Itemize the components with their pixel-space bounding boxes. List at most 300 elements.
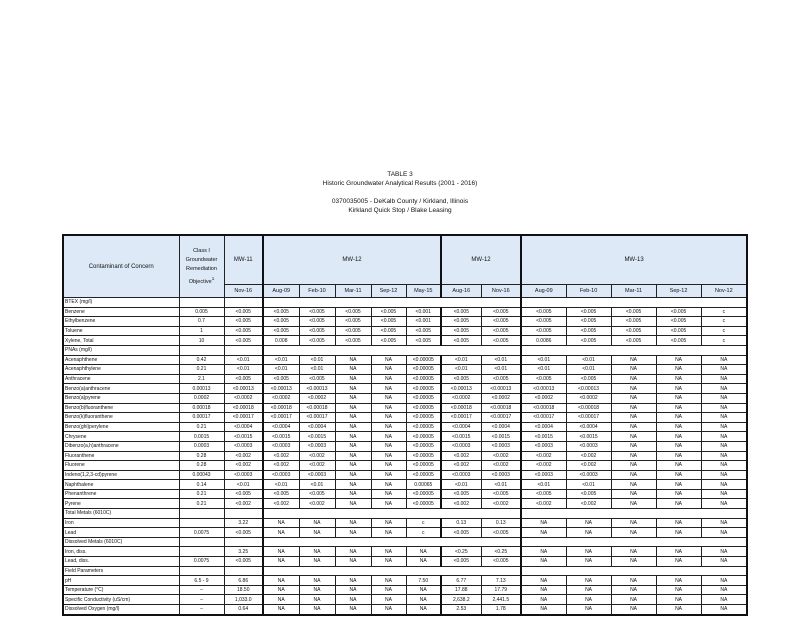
section-header-row bbox=[63, 566, 747, 576]
result-value: <0.0002 bbox=[521, 393, 566, 403]
contaminant-header: Contaminant of Concern bbox=[63, 235, 179, 298]
result-value: NA bbox=[263, 595, 299, 605]
result-value: NA bbox=[371, 585, 406, 595]
result-value: <0.00005 bbox=[406, 403, 441, 413]
result-value: NA bbox=[701, 451, 747, 461]
table-row bbox=[63, 557, 747, 567]
result-value: NA bbox=[406, 547, 441, 557]
result-value: NA bbox=[335, 403, 371, 413]
objective-value: 0.7 bbox=[179, 317, 224, 327]
result-value: <0.005 bbox=[299, 307, 335, 317]
result-value: NA bbox=[611, 499, 656, 509]
contaminant-name: Anthracene bbox=[63, 374, 179, 384]
result-value: <0.005 bbox=[441, 557, 481, 567]
contaminant-name: Acenaphthene bbox=[63, 355, 179, 365]
result-value: NA bbox=[299, 528, 335, 538]
result-value: <0.01 bbox=[481, 365, 521, 375]
result-value: <0.00017 bbox=[441, 413, 481, 423]
result-value: NA bbox=[335, 585, 371, 595]
result-value: NA bbox=[335, 432, 371, 442]
result-value: NA bbox=[701, 432, 747, 442]
sample-date-header: Sep-12 bbox=[371, 285, 406, 298]
result-value: <0.002 bbox=[441, 451, 481, 461]
result-value: <0.0003 bbox=[224, 470, 263, 480]
table-row bbox=[63, 403, 747, 413]
result-value: NA bbox=[335, 422, 371, 432]
result-value: <0.00005 bbox=[406, 355, 441, 365]
result-value: <0.00005 bbox=[406, 422, 441, 432]
result-value: NA bbox=[656, 576, 701, 586]
result-value: NA bbox=[566, 605, 611, 615]
sample-date-header: May-15 bbox=[406, 285, 441, 298]
result-value: NA bbox=[701, 422, 747, 432]
result-value: NA bbox=[701, 461, 747, 471]
result-value: NA bbox=[406, 605, 441, 615]
contaminant-name: Pyrene bbox=[63, 499, 179, 509]
contaminant-name: Indeno(1,2,3-cd)pyrene bbox=[63, 470, 179, 480]
section-title: BTEX (mg/l) bbox=[63, 298, 179, 308]
document-titles bbox=[0, 170, 800, 215]
table-row bbox=[63, 317, 747, 327]
result-value: <0.002 bbox=[521, 499, 566, 509]
result-value: NA bbox=[656, 422, 701, 432]
result-value: <0.01 bbox=[481, 480, 521, 490]
table-row bbox=[63, 326, 747, 336]
result-value: <0.005 bbox=[481, 307, 521, 317]
contaminant-name: Lead, diss. bbox=[63, 557, 179, 567]
contaminant-name: Ethylbenzene bbox=[63, 317, 179, 327]
result-value: NA bbox=[611, 528, 656, 538]
objective-value: 10 bbox=[179, 336, 224, 346]
objective-value: 0.00043 bbox=[179, 470, 224, 480]
result-value: <0.01 bbox=[521, 355, 566, 365]
result-value: <0.01 bbox=[263, 365, 299, 375]
result-value: NA bbox=[566, 557, 611, 567]
result-value: <0.002 bbox=[299, 499, 335, 509]
result-value: NA bbox=[566, 595, 611, 605]
result-value: NA bbox=[701, 480, 747, 490]
result-value: <0.00018 bbox=[481, 403, 521, 413]
table-row bbox=[63, 374, 747, 384]
result-value: NA bbox=[335, 605, 371, 615]
contaminant-name: Benzo(a)anthracene bbox=[63, 384, 179, 394]
result-value: NA bbox=[566, 518, 611, 528]
sample-date-header: Aug-09 bbox=[521, 285, 566, 298]
result-value: <0.005 bbox=[406, 326, 441, 336]
result-value: <0.005 bbox=[224, 317, 263, 327]
result-value: <0.005 bbox=[371, 317, 406, 327]
well-header: MW-12 bbox=[263, 235, 441, 285]
result-value: NA bbox=[611, 576, 656, 586]
result-value: <0.00017 bbox=[566, 413, 611, 423]
result-value: <0.002 bbox=[521, 451, 566, 461]
sample-date-header: Nov-16 bbox=[224, 285, 263, 298]
result-value: NA bbox=[656, 518, 701, 528]
objective-value: 0.0003 bbox=[179, 441, 224, 451]
sample-date-header: Nov-12 bbox=[701, 285, 747, 298]
result-value: NA bbox=[299, 518, 335, 528]
result-value: NA bbox=[701, 518, 747, 528]
result-value: <0.005 bbox=[441, 489, 481, 499]
empty-cell bbox=[179, 537, 224, 547]
contaminant-name: Xylene, Total bbox=[63, 336, 179, 346]
result-value: <0.0003 bbox=[521, 441, 566, 451]
result-value: <0.0002 bbox=[441, 393, 481, 403]
objective-value: 0.00013 bbox=[179, 384, 224, 394]
result-value: <0.005 bbox=[481, 528, 521, 538]
result-value: <0.25 bbox=[441, 547, 481, 557]
result-value: NA bbox=[701, 489, 747, 499]
objective-value bbox=[179, 547, 224, 557]
empty-cell bbox=[521, 566, 747, 576]
result-value: NA bbox=[701, 499, 747, 509]
result-value: <0.00018 bbox=[299, 403, 335, 413]
header-row-wells bbox=[63, 235, 747, 285]
result-value: <0.00018 bbox=[566, 403, 611, 413]
result-value: 6.86 bbox=[224, 576, 263, 586]
objective-value: 0.28 bbox=[179, 461, 224, 471]
table-row bbox=[63, 499, 747, 509]
result-value: NA bbox=[611, 585, 656, 595]
objective-header-line: Class I bbox=[193, 247, 210, 254]
contaminant-name: Dissolved Oxygen (mg/l) bbox=[63, 605, 179, 615]
result-value: NA bbox=[371, 422, 406, 432]
result-value: NA bbox=[335, 576, 371, 586]
sample-date-header: Mar-11 bbox=[611, 285, 656, 298]
contaminant-name: Benzo(b)fluoranthene bbox=[63, 403, 179, 413]
result-value: <0.005 bbox=[299, 374, 335, 384]
result-value: <0.005 bbox=[656, 326, 701, 336]
result-value: <0.005 bbox=[521, 489, 566, 499]
result-value: <0.00013 bbox=[299, 384, 335, 394]
contaminant-name: Iron bbox=[63, 518, 179, 528]
result-value: NA bbox=[566, 576, 611, 586]
results-table bbox=[62, 234, 748, 616]
result-value: NA bbox=[299, 557, 335, 567]
result-value: <0.005 bbox=[335, 336, 371, 346]
result-value: <0.001 bbox=[406, 307, 441, 317]
result-value: c bbox=[701, 317, 747, 327]
result-value: NA bbox=[656, 528, 701, 538]
result-value: NA bbox=[335, 595, 371, 605]
result-value: NA bbox=[701, 441, 747, 451]
result-value: NA bbox=[371, 374, 406, 384]
result-value: <0.005 bbox=[611, 317, 656, 327]
result-value: <0.00013 bbox=[441, 384, 481, 394]
result-value: <0.00017 bbox=[224, 413, 263, 423]
contaminant-name: Lead bbox=[63, 528, 179, 538]
table-number: TABLE 3 bbox=[387, 171, 413, 178]
result-value: NA bbox=[371, 595, 406, 605]
contaminant-name: Benzene bbox=[63, 307, 179, 317]
section-title: Dissolved Metals (6010C) bbox=[63, 537, 179, 547]
objective-value: 0.21 bbox=[179, 499, 224, 509]
result-value: NA bbox=[656, 365, 701, 375]
table-row bbox=[63, 480, 747, 490]
result-value: NA bbox=[371, 576, 406, 586]
result-value: <0.002 bbox=[263, 461, 299, 471]
result-value: NA bbox=[701, 547, 747, 557]
result-value: NA bbox=[335, 518, 371, 528]
objective-value: 6.5 - 9 bbox=[179, 576, 224, 586]
result-value: <0.0003 bbox=[481, 470, 521, 480]
well-header: MW-12 bbox=[441, 235, 521, 285]
result-value: <0.002 bbox=[521, 461, 566, 471]
contaminant-name: Temperature (°C) bbox=[63, 585, 179, 595]
empty-cell bbox=[521, 509, 747, 519]
result-value: NA bbox=[611, 557, 656, 567]
result-value: 0.008 bbox=[263, 336, 299, 346]
result-value: NA bbox=[371, 384, 406, 394]
result-value: <0.00013 bbox=[521, 384, 566, 394]
contaminant-name: Iron, diss. bbox=[63, 547, 179, 557]
result-value: <0.00017 bbox=[481, 413, 521, 423]
sample-date-header: Feb-10 bbox=[566, 285, 611, 298]
table-row bbox=[63, 365, 747, 375]
sample-date-header: Nov-16 bbox=[481, 285, 521, 298]
result-value: <0.0003 bbox=[299, 470, 335, 480]
result-value: NA bbox=[521, 518, 566, 528]
table-row bbox=[63, 355, 747, 365]
result-value: <0.00013 bbox=[263, 384, 299, 394]
objective-value: 0.21 bbox=[179, 489, 224, 499]
result-value: NA bbox=[611, 480, 656, 490]
result-value: NA bbox=[263, 585, 299, 595]
empty-cell bbox=[263, 509, 521, 519]
empty-cell bbox=[224, 345, 263, 355]
result-value: <0.01 bbox=[224, 355, 263, 365]
result-value: <0.0004 bbox=[566, 422, 611, 432]
facility-name: Kirkland Quick Stop / Blake Leasing bbox=[348, 207, 452, 214]
result-value: <0.00005 bbox=[406, 384, 441, 394]
result-value: NA bbox=[701, 528, 747, 538]
result-value: 7.50 bbox=[406, 576, 441, 586]
result-value: 0.00065 bbox=[406, 480, 441, 490]
result-value: NA bbox=[371, 355, 406, 365]
objective-value: 0.28 bbox=[179, 451, 224, 461]
result-value: 6.77 bbox=[441, 576, 481, 586]
empty-cell bbox=[224, 537, 263, 547]
section-header-row bbox=[63, 537, 747, 547]
result-value: <0.005 bbox=[335, 307, 371, 317]
result-value: NA bbox=[656, 403, 701, 413]
empty-cell bbox=[521, 345, 747, 355]
result-value: <0.0002 bbox=[299, 393, 335, 403]
result-value: <0.01 bbox=[299, 355, 335, 365]
result-value: <0.0003 bbox=[566, 441, 611, 451]
result-value: NA bbox=[299, 585, 335, 595]
result-value: NA bbox=[701, 384, 747, 394]
result-value: 0.13 bbox=[481, 518, 521, 528]
result-value: NA bbox=[656, 480, 701, 490]
objective-value: 2.1 bbox=[179, 374, 224, 384]
result-value: <0.0003 bbox=[481, 441, 521, 451]
section-header-row bbox=[63, 345, 747, 355]
result-value: <0.005 bbox=[521, 317, 566, 327]
result-value: NA bbox=[299, 547, 335, 557]
result-value: <0.002 bbox=[481, 461, 521, 471]
result-value: NA bbox=[701, 470, 747, 480]
empty-cell bbox=[224, 566, 263, 576]
result-value: NA bbox=[335, 355, 371, 365]
result-value: <0.01 bbox=[299, 480, 335, 490]
result-value: <0.002 bbox=[441, 499, 481, 509]
result-value: <0.0015 bbox=[224, 432, 263, 442]
result-value: NA bbox=[371, 470, 406, 480]
result-value: <0.005 bbox=[299, 336, 335, 346]
result-value: NA bbox=[656, 413, 701, 423]
result-value: <0.001 bbox=[406, 317, 441, 327]
result-value: <0.0004 bbox=[521, 422, 566, 432]
result-value: <0.25 bbox=[481, 547, 521, 557]
contaminant-name: Benzo(a)pyrene bbox=[63, 393, 179, 403]
table-row bbox=[63, 413, 747, 423]
result-value: NA bbox=[566, 585, 611, 595]
empty-cell bbox=[263, 537, 521, 547]
result-value: NA bbox=[335, 441, 371, 451]
objective-value: 0.21 bbox=[179, 365, 224, 375]
result-value: <0.005 bbox=[224, 307, 263, 317]
result-value: <0.00018 bbox=[224, 403, 263, 413]
result-value: NA bbox=[656, 355, 701, 365]
result-value: <0.01 bbox=[299, 365, 335, 375]
result-value: NA bbox=[521, 547, 566, 557]
result-value: NA bbox=[406, 585, 441, 595]
result-value: NA bbox=[263, 576, 299, 586]
result-value: NA bbox=[656, 451, 701, 461]
result-value: NA bbox=[335, 413, 371, 423]
result-value: NA bbox=[521, 576, 566, 586]
result-value: NA bbox=[263, 518, 299, 528]
result-value: <0.002 bbox=[263, 499, 299, 509]
result-value: <0.0003 bbox=[441, 441, 481, 451]
result-value: <0.0003 bbox=[224, 441, 263, 451]
result-value: <0.005 bbox=[224, 336, 263, 346]
result-value: NA bbox=[406, 557, 441, 567]
result-value: 17.79 bbox=[481, 585, 521, 595]
result-value: <0.005 bbox=[611, 336, 656, 346]
result-value: NA bbox=[263, 557, 299, 567]
result-value: <0.005 bbox=[611, 326, 656, 336]
empty-cell bbox=[179, 509, 224, 519]
result-value: c bbox=[406, 528, 441, 538]
well-header: MW-13 bbox=[521, 235, 747, 285]
result-value: <0.0015 bbox=[441, 432, 481, 442]
result-value: <0.00018 bbox=[263, 403, 299, 413]
result-value: NA bbox=[299, 595, 335, 605]
result-value: <0.0004 bbox=[263, 422, 299, 432]
result-value: NA bbox=[611, 441, 656, 451]
result-value: <0.0002 bbox=[263, 393, 299, 403]
result-value: NA bbox=[656, 432, 701, 442]
result-value: NA bbox=[656, 441, 701, 451]
result-value: 0.0086 bbox=[521, 336, 566, 346]
result-value: <0.005 bbox=[441, 307, 481, 317]
contaminant-name: Dibenzo(a,h)anthracene bbox=[63, 441, 179, 451]
result-value: <0.005 bbox=[566, 317, 611, 327]
result-value: NA bbox=[371, 432, 406, 442]
result-value: NA bbox=[263, 605, 299, 615]
result-value: 0.64 bbox=[224, 605, 263, 615]
result-value: <0.005 bbox=[441, 528, 481, 538]
objective-value: – bbox=[179, 595, 224, 605]
result-value: <0.005 bbox=[263, 307, 299, 317]
result-value: <0.00005 bbox=[406, 451, 441, 461]
empty-cell bbox=[263, 566, 521, 576]
result-value: <0.005 bbox=[441, 336, 481, 346]
result-value: <0.005 bbox=[481, 317, 521, 327]
contaminant-name: Phenanthrene bbox=[63, 489, 179, 499]
objective-header-line: Groundwater bbox=[185, 256, 218, 263]
table-row bbox=[63, 451, 747, 461]
result-value: NA bbox=[335, 374, 371, 384]
result-value: <0.002 bbox=[481, 499, 521, 509]
result-value: <0.005 bbox=[371, 326, 406, 336]
result-value: <0.0003 bbox=[521, 470, 566, 480]
result-value: <0.00005 bbox=[406, 489, 441, 499]
contaminant-name: Acenaphthylene bbox=[63, 365, 179, 375]
objective-value: 0.0002 bbox=[179, 393, 224, 403]
result-value: NA bbox=[299, 576, 335, 586]
empty-cell bbox=[521, 537, 747, 547]
table-row bbox=[63, 528, 747, 538]
result-value: <0.005 bbox=[371, 307, 406, 317]
result-value: NA bbox=[656, 499, 701, 509]
result-value: <0.005 bbox=[611, 307, 656, 317]
result-value: c bbox=[701, 336, 747, 346]
section-header-row bbox=[63, 509, 747, 519]
result-value: 3.25 bbox=[224, 547, 263, 557]
result-value: NA bbox=[701, 403, 747, 413]
result-value: 7.13 bbox=[481, 576, 521, 586]
result-value: <0.0015 bbox=[299, 432, 335, 442]
result-value: <0.0015 bbox=[521, 432, 566, 442]
result-value: <0.00013 bbox=[224, 384, 263, 394]
objective-header-line: Remediation bbox=[186, 265, 217, 272]
section-title: Field Parameters bbox=[63, 566, 179, 576]
result-value: NA bbox=[371, 365, 406, 375]
sample-date-header: Mar-11 bbox=[335, 285, 371, 298]
table-row bbox=[63, 393, 747, 403]
result-value: NA bbox=[611, 355, 656, 365]
result-value: NA bbox=[701, 393, 747, 403]
result-value: <0.005 bbox=[481, 374, 521, 384]
result-value: NA bbox=[335, 489, 371, 499]
contaminant-name: pH bbox=[63, 576, 179, 586]
result-value: <0.002 bbox=[441, 461, 481, 471]
result-value: <0.002 bbox=[566, 499, 611, 509]
contaminant-name: Chrysene bbox=[63, 432, 179, 442]
result-value: NA bbox=[701, 585, 747, 595]
result-value: <0.005 bbox=[335, 317, 371, 327]
result-value: <0.00018 bbox=[441, 403, 481, 413]
result-value: <0.00005 bbox=[406, 393, 441, 403]
result-value: NA bbox=[656, 585, 701, 595]
result-value: <0.01 bbox=[224, 480, 263, 490]
result-value: NA bbox=[335, 393, 371, 403]
result-value: NA bbox=[656, 470, 701, 480]
result-value: NA bbox=[701, 605, 747, 615]
result-value: <0.002 bbox=[224, 451, 263, 461]
result-value: NA bbox=[335, 499, 371, 509]
result-value: <0.00005 bbox=[406, 432, 441, 442]
objective-header bbox=[179, 235, 224, 298]
empty-cell bbox=[179, 298, 224, 308]
contaminant-name: Fluoranthene bbox=[63, 451, 179, 461]
result-value: NA bbox=[335, 547, 371, 557]
table-row bbox=[63, 336, 747, 346]
result-value: NA bbox=[371, 393, 406, 403]
